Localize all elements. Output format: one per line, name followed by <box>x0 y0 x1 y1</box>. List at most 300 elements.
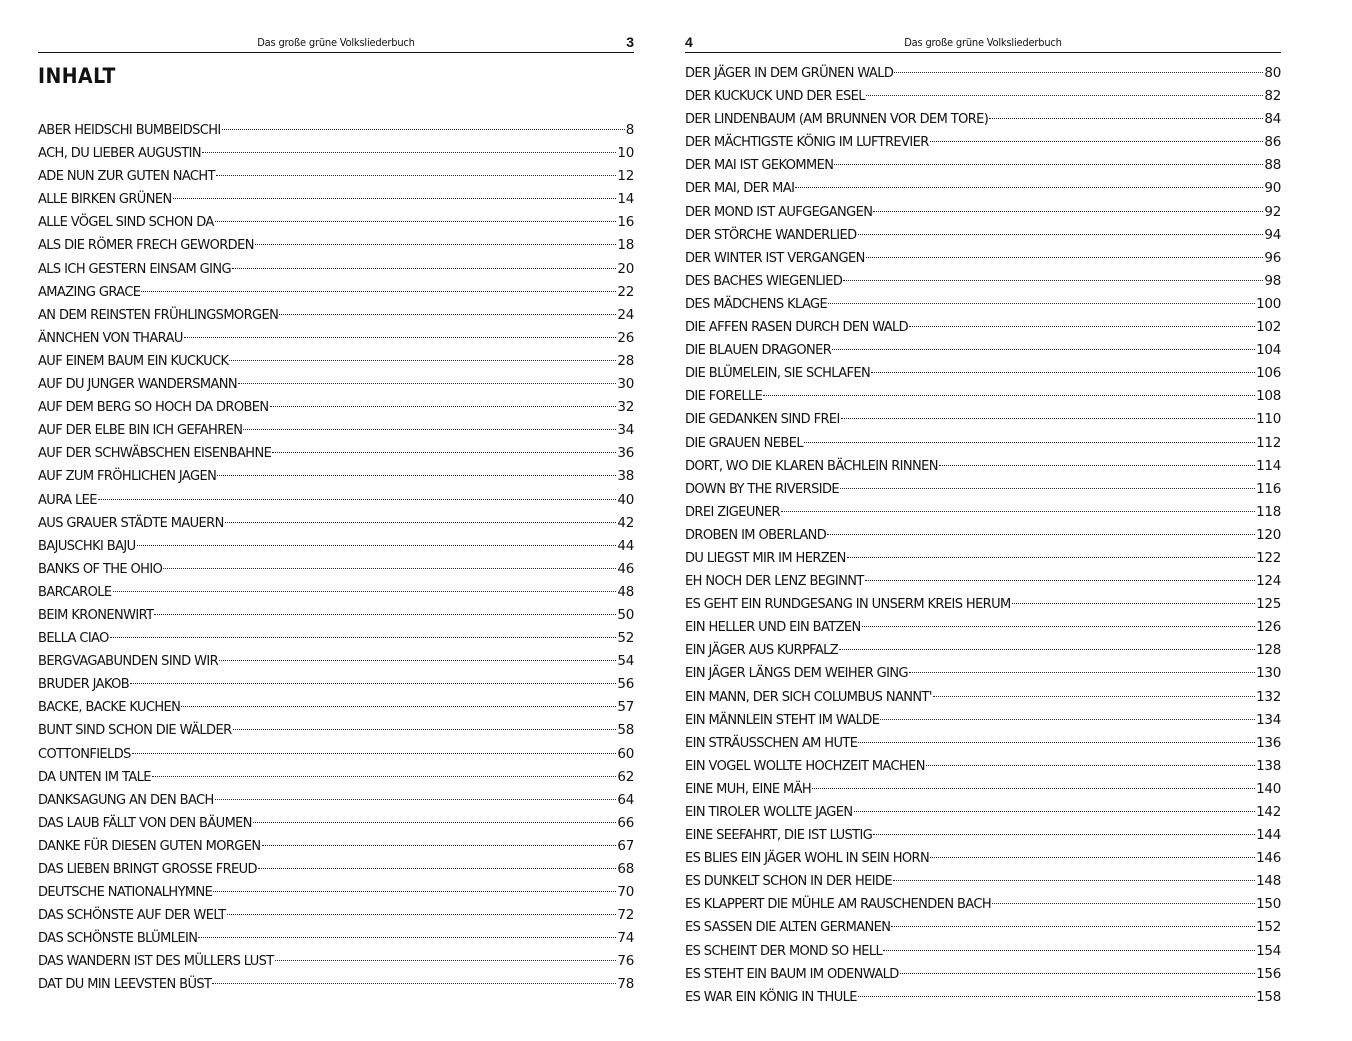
toc-entry-title: AUF DEM BERG SO HOCH DA DROBEN <box>38 400 269 416</box>
toc-entry-page: 78 <box>617 976 634 993</box>
toc-entry-page: 156 <box>1256 965 1281 982</box>
toc-entry-page: 38 <box>617 468 634 485</box>
dot-leader <box>232 268 616 269</box>
toc-entry <box>685 547 1281 570</box>
toc-entry-page: 40 <box>617 491 634 508</box>
toc-entry-page: 62 <box>617 768 634 785</box>
dot-leader <box>229 360 616 361</box>
dot-leader <box>865 580 1255 581</box>
dot-leader <box>763 395 1255 396</box>
toc-entry-page: 82 <box>1264 88 1281 105</box>
dot-leader <box>243 429 616 430</box>
toc-entry-title: EIN VOGEL WOLLTE HOCHZEIT MACHEN <box>685 758 925 774</box>
dot-leader <box>858 996 1255 997</box>
toc-entry-title: ALLE BIRKEN GRÜNEN <box>38 192 172 208</box>
toc-entry-page: 18 <box>617 237 634 254</box>
toc-entry <box>685 570 1281 593</box>
toc-entry-title: DROBEN IM OBERLAND <box>685 527 827 543</box>
toc-entry <box>38 211 634 234</box>
toc-entry-page: 58 <box>617 722 634 739</box>
toc-entry-title: DIE BLÜMELEIN, SIE SCHLAFEN <box>685 366 871 382</box>
toc-entry <box>685 686 1281 709</box>
toc-entry-title: EIN MANN, DER SICH COLUMBUS NANNT' <box>685 689 932 705</box>
toc-entry-title: DU LIEGST MIR IM HERZEN <box>685 550 846 566</box>
toc-entry <box>685 501 1281 524</box>
toc-entry <box>685 801 1281 824</box>
toc-entry-page: 8 <box>625 122 634 138</box>
toc-entry <box>38 119 634 142</box>
toc-entry-page: 28 <box>617 352 634 369</box>
dot-leader <box>238 383 616 384</box>
toc-entry-title: ADE NUN ZUR GUTEN NACHT <box>38 169 215 185</box>
toc-entry-title: ES DUNKELT SCHON IN DER HEIDE <box>685 874 893 890</box>
toc-entry-title: ÄNNCHEN VON THARAU <box>38 330 183 346</box>
dot-leader <box>219 660 616 661</box>
dot-leader <box>866 257 1264 258</box>
toc-entry <box>38 858 634 881</box>
toc-entry <box>38 188 634 211</box>
toc-entry <box>38 673 634 696</box>
toc-entry-page: 120 <box>1256 526 1281 543</box>
toc-entry-page: 64 <box>617 791 634 808</box>
toc-entry <box>38 442 634 465</box>
toc-entry-page: 154 <box>1256 942 1281 959</box>
dot-leader <box>871 372 1255 373</box>
toc-entry-title: DES MÄDCHENS KLAGE <box>685 296 828 312</box>
toc-entry <box>685 824 1281 847</box>
dot-leader <box>781 511 1255 512</box>
dot-leader <box>883 950 1255 951</box>
toc-entry <box>685 778 1281 801</box>
toc-entry-page: 14 <box>617 191 634 208</box>
toc-entry <box>685 316 1281 339</box>
toc-entry-title: EIN STRÄUSSCHEN AM HUTE <box>685 735 858 751</box>
dot-leader <box>113 591 617 592</box>
toc-entry <box>38 581 634 604</box>
toc-entry <box>38 927 634 950</box>
toc-entry-title: ES BLIES EIN JÄGER WOHL IN SEIN HORN <box>685 851 930 867</box>
toc-entry-page: 54 <box>617 653 634 670</box>
toc-entry-title: DAS LIEBEN BRINGT GROSSE FREUD <box>38 862 257 877</box>
dot-leader <box>873 834 1255 835</box>
toc-entry <box>685 455 1281 478</box>
toc-entry-page: 10 <box>617 145 634 162</box>
dot-leader <box>262 845 617 846</box>
dot-leader <box>225 522 617 523</box>
dot-leader <box>216 175 616 176</box>
dot-leader <box>154 614 616 615</box>
toc-entry-title: DANKE FÜR DIESEN GUTEN MORGEN <box>38 838 261 854</box>
toc-entry <box>38 881 634 904</box>
toc-entry-page: 148 <box>1256 873 1281 890</box>
toc-entry-page: 136 <box>1256 734 1281 751</box>
left-page-header <box>38 34 634 53</box>
dot-leader <box>279 314 616 315</box>
toc-entry-title: ALS ICH GESTERN EINSAM GING <box>38 261 231 277</box>
toc-entry-page: 112 <box>1256 434 1281 451</box>
toc-entry-title: DOWN BY THE RIVERSIDE <box>685 481 840 497</box>
toc-entry-page: 128 <box>1256 642 1281 659</box>
toc-entry-title: ALS DIE RÖMER FRECH GEWORDEN <box>38 238 254 254</box>
toc-entry-title: EINE SEEFAHRT, DIE IST LUSTIG <box>685 828 873 844</box>
dot-leader <box>854 811 1256 812</box>
toc-entry-page: 144 <box>1256 827 1281 844</box>
toc-entry-page: 68 <box>617 861 634 877</box>
toc-entry-page: 158 <box>1256 988 1281 1005</box>
toc-entry-page: 32 <box>617 399 634 416</box>
toc-entry-title: ES STEHT EIN BAUM IM ODENWALD <box>685 966 899 982</box>
toc-entry <box>685 362 1281 385</box>
toc-entry-page: 94 <box>1264 226 1281 243</box>
toc-entry <box>38 489 634 512</box>
toc-entry-title: DER MAI IST GEKOMMEN <box>685 158 834 174</box>
dot-leader <box>930 857 1255 858</box>
toc-entry-title: AUF DU JUNGER WANDERSMANN <box>38 377 238 393</box>
dot-leader <box>891 926 1255 927</box>
dot-leader <box>130 683 616 684</box>
toc-entry-title: AUF EINEM BAUM EIN KUCKUCK <box>38 353 229 369</box>
toc-entry-page: 34 <box>617 422 634 439</box>
toc-entry-page: 60 <box>617 745 634 762</box>
toc-entry-title: EIN JÄGER AUS KURPFALZ <box>685 643 839 659</box>
toc-entry <box>685 408 1281 431</box>
toc-entry-title: BELLA CIAO <box>38 631 109 647</box>
toc-entry <box>38 835 634 858</box>
dot-leader <box>795 187 1263 188</box>
dot-leader <box>270 406 617 407</box>
toc-entry-title: COTTONFIELDS <box>38 746 131 762</box>
toc-entry-page: 48 <box>617 583 634 600</box>
toc-entry <box>685 224 1281 247</box>
toc-entry-page: 96 <box>1264 249 1281 266</box>
toc-entry-title: EIN MÄNNLEIN STEHT IM WALDE <box>685 712 880 728</box>
toc-entry-title: BACKE, BACKE KUCHEN <box>38 700 181 716</box>
toc-entry <box>38 604 634 627</box>
toc-entry-page: 70 <box>617 884 634 901</box>
toc-entry <box>38 465 634 488</box>
toc-entry <box>685 154 1281 177</box>
toc-entry <box>38 396 634 419</box>
dot-leader <box>253 822 616 823</box>
dot-leader <box>152 776 616 777</box>
toc-entry-page: 124 <box>1256 573 1281 590</box>
toc-entry <box>685 524 1281 547</box>
dot-leader <box>181 706 616 707</box>
page-number: 4 <box>685 34 693 50</box>
toc-entry-page: 76 <box>617 953 634 970</box>
dot-leader <box>227 914 617 915</box>
dot-leader <box>198 937 616 938</box>
toc-list-right <box>685 62 1281 1009</box>
toc-entry <box>685 916 1281 939</box>
dot-leader <box>233 729 617 730</box>
running-title: Das große grüne Volksliederbuch <box>257 36 415 49</box>
dot-leader <box>212 983 616 984</box>
dot-leader <box>222 129 625 130</box>
toc-entry-title: BUNT SIND SCHON DIE WÄLDER <box>38 723 232 739</box>
toc-entry-title: ES SASSEN DIE ALTEN GERMANEN <box>685 920 891 936</box>
dot-leader <box>866 95 1264 96</box>
toc-entry <box>685 732 1281 755</box>
toc-entry-page: 44 <box>617 537 634 554</box>
toc-entry-page: 72 <box>617 907 634 924</box>
dot-leader <box>213 891 616 892</box>
toc-entry-title: ALLE VÖGEL SIND SCHON DA <box>38 215 214 231</box>
toc-entry <box>38 304 634 327</box>
dot-leader <box>894 72 1263 73</box>
dot-leader <box>893 880 1255 881</box>
toc-entry <box>38 558 634 581</box>
toc-entry-title: DER JÄGER IN DEM GRÜNEN WALD <box>685 66 894 81</box>
toc-entry-page: 142 <box>1256 804 1281 820</box>
toc-entry-title: DIE FORELLE <box>685 389 763 405</box>
toc-entry-title: BARCAROLE <box>38 584 112 600</box>
toc-entry-page: 146 <box>1256 850 1281 867</box>
toc-entry <box>38 812 634 835</box>
toc-entry <box>685 62 1281 85</box>
toc-entry-page: 125 <box>1256 596 1281 613</box>
toc-entry-title: DIE GRAUEN NEBEL <box>685 435 803 451</box>
dot-leader <box>98 499 617 500</box>
toc-entry-title: AUF DER SCHWÄBSCHEN EISENBAHNE <box>38 446 272 462</box>
toc-entry-title: AURA LEE <box>38 492 97 508</box>
dot-leader <box>173 198 617 199</box>
toc-entry <box>38 142 634 165</box>
toc-entry-title: BRUDER JAKOB <box>38 677 130 693</box>
toc-entry <box>685 940 1281 963</box>
dot-leader <box>926 765 1255 766</box>
toc-entry <box>38 973 634 996</box>
toc-entry <box>685 478 1281 501</box>
toc-entry-page: 110 <box>1256 411 1281 428</box>
toc-entry <box>685 870 1281 893</box>
toc-entry-title: AUS GRAUER STÄDTE MAUERN <box>38 515 224 531</box>
toc-entry-page: 12 <box>617 168 634 185</box>
toc-entry <box>38 696 634 719</box>
toc-entry-title: AN DEM REINSTEN FRÜHLINGSMORGEN <box>38 307 279 323</box>
toc-entry-page: 86 <box>1264 134 1281 151</box>
dot-leader <box>858 234 1264 235</box>
dot-leader <box>832 349 1255 350</box>
toc-entry-title: DIE BLAUEN DRAGONER <box>685 343 832 359</box>
dot-leader <box>275 960 617 961</box>
toc-entry-page: 84 <box>1264 111 1281 128</box>
toc-entry-title: DEUTSCHE NATIONALHYMNE <box>38 885 213 901</box>
toc-entry-page: 57 <box>617 699 634 716</box>
toc-entry-page: 130 <box>1256 665 1281 682</box>
toc-entry-page: 52 <box>617 630 634 647</box>
dot-leader <box>827 534 1255 535</box>
toc-entry-page: 46 <box>617 560 634 577</box>
toc-entry <box>685 201 1281 224</box>
toc-entry-page: 150 <box>1256 896 1281 913</box>
section-heading: INHALT <box>38 64 116 88</box>
toc-entry <box>685 293 1281 316</box>
toc-entry-title: DAS WANDERN IST DES MÜLLERS LUST <box>38 954 274 970</box>
toc-entry-title: DAS LAUB FÄLLT VON DEN BÄUMEN <box>38 815 252 831</box>
toc-entry <box>38 419 634 442</box>
dot-leader <box>215 221 617 222</box>
toc-entry-page: 42 <box>617 514 634 531</box>
dot-leader <box>873 211 1263 212</box>
toc-entry-title: EIN JÄGER LÄNGS DEM WEIHER GING <box>685 666 908 682</box>
dot-leader <box>812 788 1255 789</box>
toc-list-left <box>38 119 634 997</box>
toc-entry <box>685 593 1281 616</box>
dot-leader <box>858 742 1255 743</box>
toc-entry-page: 56 <box>617 676 634 693</box>
dot-leader <box>215 799 617 800</box>
dot-leader <box>909 672 1255 673</box>
toc-entry-title: EIN TIROLER WOLLTE JAGEN <box>685 805 853 820</box>
toc-entry-page: 67 <box>617 837 634 854</box>
dot-leader <box>839 649 1255 650</box>
toc-entry <box>685 963 1281 986</box>
toc-entry-title: BERGVAGABUNDEN SIND WIR <box>38 654 219 670</box>
dot-leader <box>843 280 1263 281</box>
running-title: Das große grüne Volksliederbuch <box>904 36 1062 49</box>
toc-entry <box>38 743 634 766</box>
toc-entry <box>38 535 634 558</box>
toc-entry-page: 26 <box>617 329 634 346</box>
dot-leader <box>828 303 1255 304</box>
toc-entry-page: 106 <box>1256 365 1281 382</box>
toc-entry-title: DIE GEDANKEN SIND FREI <box>685 412 840 428</box>
toc-entry-page: 134 <box>1256 711 1281 728</box>
dot-leader <box>272 452 616 453</box>
toc-entry-page: 90 <box>1264 180 1281 197</box>
toc-entry <box>38 904 634 927</box>
toc-entry-page: 140 <box>1256 780 1281 797</box>
toc-entry-page: 92 <box>1264 203 1281 220</box>
dot-leader <box>862 626 1255 627</box>
toc-entry-title: DA UNTEN IM TALE <box>38 769 151 785</box>
toc-entry <box>38 281 634 304</box>
dot-leader <box>163 568 616 569</box>
dot-leader <box>841 418 1255 419</box>
dot-leader <box>847 557 1255 558</box>
toc-entry <box>38 766 634 789</box>
dot-leader <box>989 118 1263 119</box>
toc-entry <box>685 247 1281 270</box>
toc-entry-title: ES GEHT EIN RUNDGESANG IN UNSERM KREIS HERUM <box>685 597 1011 613</box>
toc-entry-page: 108 <box>1256 388 1281 405</box>
toc-entry-page: 22 <box>617 283 634 300</box>
toc-entry-page: 122 <box>1256 549 1281 566</box>
toc-entry-page: 100 <box>1256 295 1281 312</box>
dot-leader <box>1012 603 1255 604</box>
toc-entry-title: DREI ZIGEUNER <box>685 504 780 520</box>
toc-entry <box>685 385 1281 408</box>
toc-entry <box>685 108 1281 131</box>
toc-entry-page: 74 <box>617 930 634 947</box>
toc-entry-title: DAS SCHÖNSTE AUF DER WELT <box>38 908 226 924</box>
dot-leader <box>141 291 616 292</box>
dot-leader <box>132 753 617 754</box>
toc-entry <box>685 177 1281 200</box>
dot-leader <box>933 696 1255 697</box>
toc-entry-page: 30 <box>617 376 634 393</box>
dot-leader <box>909 326 1255 327</box>
toc-entry-title: BAJUSCHKI BAJU <box>38 538 136 554</box>
toc-entry-title: AUF DER ELBE BIN ICH GEFAHREN <box>38 423 243 439</box>
toc-entry-title: DES BACHES WIEGENLIED <box>685 273 843 289</box>
toc-entry <box>685 639 1281 662</box>
toc-entry-title: EINE MUH, EINE MÄH <box>685 781 812 797</box>
toc-entry-title: DER MÄCHTIGSTE KÖNIG IM LUFTREVIER <box>685 135 929 151</box>
toc-entry-page: 88 <box>1264 157 1281 174</box>
toc-entry-page: 104 <box>1256 342 1281 359</box>
toc-entry <box>38 373 634 396</box>
toc-entry-page: 50 <box>617 606 634 623</box>
toc-entry <box>38 258 634 281</box>
toc-entry-page: 126 <box>1256 619 1281 636</box>
toc-entry-title: ACH, DU LIEBER AUGUSTIN <box>38 146 201 162</box>
toc-entry <box>685 662 1281 685</box>
right-page-header <box>685 34 1281 53</box>
toc-entry-page: 66 <box>617 814 634 831</box>
toc-entry <box>38 327 634 350</box>
toc-entry <box>685 270 1281 293</box>
toc-entry-title: DIE AFFEN RASEN DURCH DEN WALD <box>685 320 909 336</box>
toc-entry-page: 36 <box>617 445 634 462</box>
dot-leader <box>110 637 617 638</box>
toc-entry-title: ES SCHEINT DER MOND SO HELL <box>685 943 883 959</box>
toc-entry-title: DANKSAGUNG AN DEN BACH <box>38 792 214 808</box>
toc-entry-title: ABER HEIDSCHI BUMBEIDSCHI <box>38 123 221 138</box>
toc-entry-title: ES KLAPPERT DIE MÜHLE AM RAUSCHENDEN BACH <box>685 897 992 913</box>
dot-leader <box>258 868 616 869</box>
toc-entry-title: DAS SCHÖNSTE BLÜMLEIN <box>38 931 198 947</box>
dot-leader <box>804 442 1255 443</box>
toc-entry <box>685 616 1281 639</box>
toc-entry <box>38 234 634 257</box>
toc-entry <box>685 893 1281 916</box>
toc-entry-page: 132 <box>1256 688 1281 705</box>
toc-entry-title: ES WAR EIN KÖNIG IN THULE <box>685 989 857 1005</box>
dot-leader <box>880 719 1255 720</box>
toc-entry-page: 138 <box>1256 757 1281 774</box>
toc-entry <box>685 339 1281 362</box>
toc-entry-title: DAT DU MIN LEEVSTEN BÜST <box>38 977 212 993</box>
toc-entry <box>38 719 634 742</box>
toc-entry <box>38 650 634 673</box>
toc-entry <box>685 709 1281 732</box>
toc-entry-page: 102 <box>1256 319 1281 336</box>
toc-entry <box>685 755 1281 778</box>
dot-leader <box>939 465 1255 466</box>
toc-entry-title: DER KUCKUCK UND DER ESEL <box>685 89 865 105</box>
toc-entry <box>685 986 1281 1009</box>
toc-entry <box>685 432 1281 455</box>
toc-entry-title: DER WINTER IST VERGANGEN <box>685 250 865 266</box>
toc-entry-title: DER LINDENBAUM (AM BRUNNEN VOR DEM TORE) <box>685 112 989 128</box>
toc-entry <box>38 512 634 535</box>
toc-entry-title: DER MOND IST AUFGEGANGEN <box>685 204 873 220</box>
toc-entry <box>38 350 634 373</box>
toc-entry-page: 98 <box>1264 272 1281 289</box>
toc-entry <box>685 131 1281 154</box>
dot-leader <box>840 488 1255 489</box>
page-number: 3 <box>626 34 634 50</box>
toc-entry-page: 24 <box>617 306 634 323</box>
dot-leader <box>217 475 616 476</box>
toc-entry-page: 118 <box>1256 503 1281 520</box>
toc-entry-page: 20 <box>617 260 634 277</box>
toc-entry-title: DORT, WO DIE KLAREN BÄCHLEIN RINNEN <box>685 458 938 474</box>
dot-leader <box>834 164 1263 165</box>
toc-entry-title: DER STÖRCHE WANDERLIED <box>685 227 857 243</box>
